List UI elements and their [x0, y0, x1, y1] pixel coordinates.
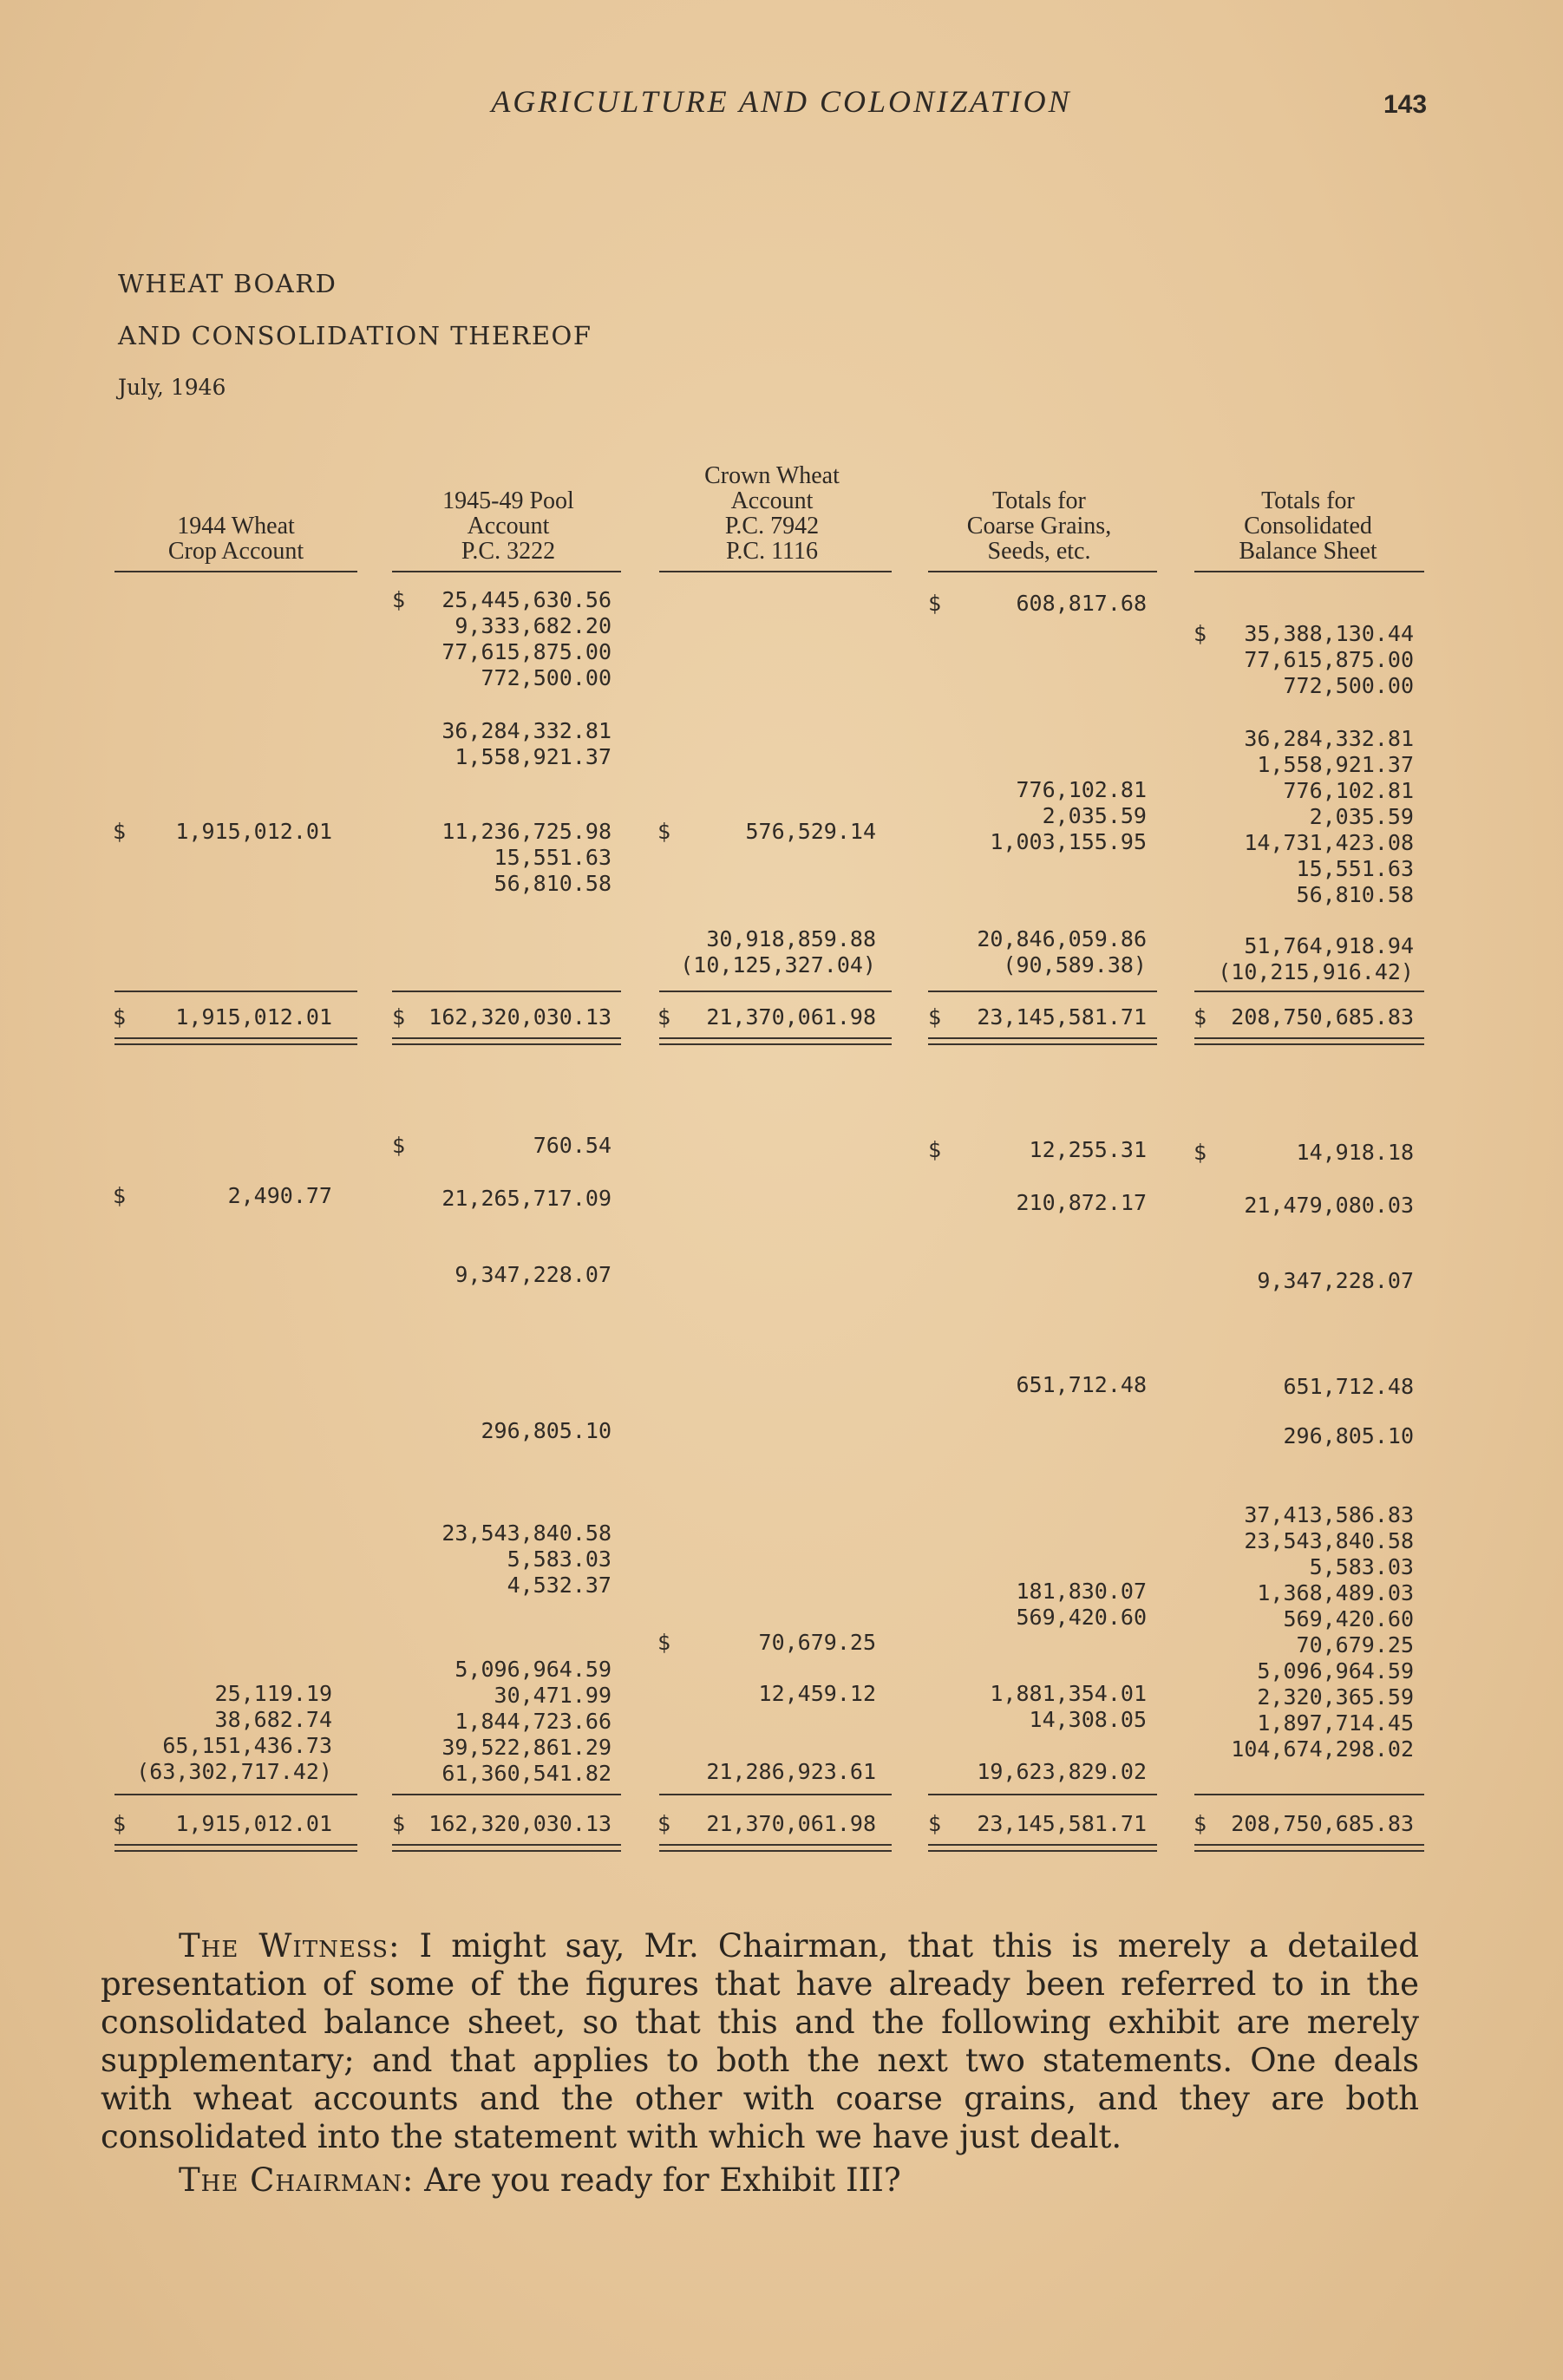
amount-cell: 4,532.37: [507, 1572, 611, 1598]
witness-speaker: The Witness:: [179, 1927, 401, 1965]
column-header: [909, 488, 1169, 564]
amount-cell: 37,413,586.83: [1244, 1502, 1414, 1527]
column-header-line: Account: [730, 487, 814, 514]
value-block: [1030, 1137, 1147, 1163]
value-block: [1283, 1374, 1414, 1400]
amount-cell: 1,844,723.66: [455, 1709, 611, 1734]
dollar-sign: $: [113, 819, 127, 844]
amount-cell: 36,284,332.81: [1244, 726, 1414, 751]
value-block: [706, 1759, 876, 1785]
amount-cell: 2,035.59: [1042, 803, 1147, 828]
total-double-rule: [114, 1844, 357, 1852]
value-block: [990, 1681, 1147, 1733]
value-block: [745, 819, 876, 845]
total-amount: 162,320,030.13: [428, 1004, 611, 1030]
amount-cell: 77,615,875.00: [441, 639, 611, 664]
value-block: [977, 1759, 1147, 1785]
amount-cell: 569,420.60: [1283, 1606, 1414, 1631]
amount-cell: 772,500.00: [481, 665, 611, 690]
column-header-line: P.C. 3222: [461, 538, 556, 565]
amount-cell: 51,764,918.94: [1244, 933, 1414, 958]
value-block: [441, 1186, 611, 1212]
amount-cell: 9,347,228.07: [1257, 1268, 1414, 1293]
amount-cell: 210,872.17: [1016, 1190, 1147, 1215]
total-amount: 208,750,685.83: [1231, 1811, 1414, 1836]
page-title: AGRICULTURE AND COLONIZATION: [491, 84, 1072, 119]
amount-cell: (10,125,327.04): [680, 952, 876, 978]
total-amount: 208,750,685.83: [1231, 1004, 1414, 1030]
amount-cell: 1,368,489.03: [1257, 1580, 1414, 1605]
total-double-rule: [928, 1037, 1157, 1045]
column-header-line: 1944 Wheat: [177, 513, 295, 539]
amount-cell: 296,805.10: [1283, 1423, 1414, 1448]
amount-cell: 70,679.25: [1296, 1632, 1414, 1658]
value-block: [136, 1681, 332, 1785]
value-block: [175, 819, 332, 845]
amount-cell: 1,558,921.37: [1257, 752, 1414, 777]
value-block: [1244, 726, 1414, 908]
column-header-line: P.C. 1116: [725, 538, 819, 565]
column-header-rule: [392, 571, 621, 572]
amount-cell: 21,479,080.03: [1244, 1193, 1414, 1218]
amount-cell: 776,102.81: [1016, 777, 1147, 802]
subtotal-rule: [114, 991, 357, 992]
amount-cell: 576,529.14: [745, 819, 876, 844]
amount-cell: (63,302,717.42): [136, 1759, 332, 1784]
amount-cell: 760.54: [533, 1133, 611, 1158]
chairman-paragraph: [101, 2161, 1419, 2200]
column-header-line: Coarse Grains,: [966, 513, 1112, 539]
amount-cell: 569,420.60: [1016, 1605, 1147, 1630]
amount-cell: 104,674,298.02: [1231, 1736, 1414, 1762]
amount-cell: 70,679.25: [758, 1630, 876, 1655]
amount-cell: 56,810.58: [1296, 882, 1414, 907]
amount-cell: 651,712.48: [1016, 1372, 1147, 1397]
dollar-sign: $: [928, 591, 942, 616]
value-block: [441, 1657, 611, 1787]
subtotal-rule: [1194, 991, 1424, 992]
dollar-sign: $: [1194, 1004, 1207, 1030]
value-block: [1244, 1193, 1414, 1219]
amount-cell: 5,096,964.59: [455, 1657, 611, 1682]
amount-cell: 12,459.12: [758, 1681, 876, 1706]
total-amount: 1,915,012.01: [175, 1004, 332, 1030]
section-date: July, 1946: [118, 375, 226, 400]
section-title: WHEAT BOARD: [118, 269, 337, 298]
amount-cell: 5,583.03: [1309, 1554, 1414, 1579]
column-header-rule: [928, 571, 1157, 572]
amount-cell: 30,471.99: [494, 1683, 611, 1708]
amount-cell: 296,805.10: [481, 1418, 611, 1443]
amount-cell: 25,119.19: [214, 1681, 332, 1706]
total-amount: 21,370,061.98: [706, 1004, 876, 1030]
witness-text: I might say, Mr. Chairman, that this is merely a detailed presentation of some of the figures that have already been referred to in the consolidated balance sheet, so that this and the following exhibit are merely supplementary; and that applies to both the next two statements. One deals with wheat accounts and the other with coarse grains, and they are both consolidated into the statement with which we have just dealt.: [101, 1927, 1419, 2155]
value-block: [1016, 1372, 1147, 1398]
column-header-rule: [1194, 571, 1424, 572]
amount-cell: 14,308.05: [1029, 1707, 1147, 1732]
value-block: [1016, 591, 1147, 617]
amount-cell: 776,102.81: [1283, 778, 1414, 803]
value-block: [441, 587, 611, 691]
value-block: [1257, 1268, 1414, 1294]
section-subtitle: AND CONSOLIDATION THEREOF: [118, 321, 592, 350]
column-header-rule: [114, 571, 357, 572]
amount-cell: 9,333,682.20: [455, 613, 611, 638]
total-double-rule: [659, 1037, 892, 1045]
total-double-rule: [392, 1037, 621, 1045]
amount-cell: 14,918.18: [1296, 1140, 1414, 1165]
amount-cell: 1,881,354.01: [990, 1681, 1147, 1706]
dollar-sign: $: [113, 1811, 127, 1836]
dollar-sign: $: [113, 1004, 127, 1030]
dollar-sign: $: [657, 1630, 671, 1655]
value-block: [990, 777, 1147, 855]
amount-cell: 15,551.63: [494, 845, 611, 870]
subtotal-rule: [659, 991, 892, 992]
total-double-rule: [114, 1037, 357, 1045]
amount-cell: 9,347,228.07: [455, 1262, 611, 1287]
column-header: [642, 463, 902, 564]
total-amount: 21,370,061.98: [706, 1811, 876, 1836]
value-block: [1283, 1423, 1414, 1449]
amount-cell: 2,490.77: [227, 1183, 332, 1208]
value-block: [441, 718, 611, 770]
total-double-rule: [928, 1844, 1157, 1852]
value-block: [441, 819, 611, 897]
dollar-sign: $: [113, 1183, 127, 1208]
value-block: [1244, 621, 1414, 699]
amount-cell: 12,255.31: [1029, 1137, 1147, 1162]
amount-cell: 2,035.59: [1309, 804, 1414, 829]
column-header-line: Account: [467, 513, 550, 539]
dialogue: [101, 1927, 1419, 2200]
amount-cell: 21,286,923.61: [706, 1759, 876, 1784]
value-block: [1016, 1190, 1147, 1216]
value-block: [1218, 933, 1414, 985]
amount-cell: 5,096,964.59: [1257, 1658, 1414, 1684]
column-header-line: Crop Account: [167, 538, 304, 565]
amount-cell: 65,151,436.73: [162, 1733, 332, 1758]
amount-cell: 20,846,059.86: [977, 926, 1147, 951]
amount-cell: 30,918,859.88: [706, 926, 876, 951]
subtotal-rule: [659, 1794, 892, 1795]
amount-cell: 19,623,829.02: [977, 1759, 1147, 1784]
amount-cell: 181,830.07: [1016, 1579, 1147, 1604]
amount-cell: 61,360,541.82: [441, 1761, 611, 1786]
amount-cell: 15,551.63: [1296, 856, 1414, 881]
amount-cell: 23,543,840.58: [441, 1520, 611, 1546]
amount-cell: 39,522,861.29: [441, 1735, 611, 1760]
total-double-rule: [1194, 1037, 1424, 1045]
dollar-sign: $: [1194, 621, 1207, 646]
column-header: [106, 513, 366, 564]
column-header-line: Crown Wheat: [704, 462, 840, 489]
dollar-sign: $: [1194, 1811, 1207, 1836]
amount-cell: 35,388,130.44: [1244, 621, 1414, 646]
amount-cell: 1,897,714.45: [1257, 1710, 1414, 1736]
chairman-speaker: The Chairman:: [179, 2161, 415, 2199]
dollar-sign: $: [1194, 1140, 1207, 1165]
column-header-rule: [659, 571, 892, 572]
amount-cell: 1,915,012.01: [175, 819, 332, 844]
dollar-sign: $: [392, 1004, 406, 1030]
amount-cell: 1,003,155.95: [990, 829, 1147, 854]
total-amount: 23,145,581.71: [977, 1004, 1147, 1030]
value-block: [1016, 1579, 1147, 1631]
amount-cell: 21,265,717.09: [441, 1186, 611, 1211]
dollar-sign: $: [657, 819, 671, 844]
column-header: [378, 488, 638, 564]
amount-cell: 56,810.58: [494, 871, 611, 896]
value-block: [759, 1630, 876, 1656]
witness-paragraph: [101, 1927, 1419, 2156]
amount-cell: 608,817.68: [1016, 591, 1147, 616]
page-number: 143: [1383, 90, 1428, 119]
amount-cell: 2,320,365.59: [1257, 1684, 1414, 1710]
dollar-sign: $: [928, 1811, 942, 1836]
dollar-sign: $: [657, 1811, 671, 1836]
amount-cell: 5,583.03: [507, 1546, 611, 1572]
subtotal-rule: [928, 1794, 1157, 1795]
dollar-sign: $: [392, 1133, 406, 1158]
dollar-sign: $: [657, 1004, 671, 1030]
chairman-text: Are you ready for Exhibit III?: [414, 2161, 901, 2199]
dollar-sign: $: [392, 587, 406, 612]
value-block: [533, 1133, 611, 1159]
total-amount: 162,320,030.13: [428, 1811, 611, 1836]
total-double-rule: [659, 1844, 892, 1852]
column-header-line: P.C. 7942: [724, 513, 820, 539]
amount-cell: 36,284,332.81: [441, 718, 611, 743]
total-amount: 1,915,012.01: [175, 1811, 332, 1836]
value-block: [759, 1681, 876, 1707]
subtotal-rule: [1194, 1794, 1424, 1795]
column-header: [1178, 488, 1438, 564]
value-block: [977, 926, 1147, 978]
amount-cell: 77,615,875.00: [1244, 647, 1414, 672]
subtotal-rule: [928, 991, 1157, 992]
value-block: [1231, 1502, 1414, 1762]
value-block: [680, 926, 876, 978]
subtotal-rule: [392, 1794, 621, 1795]
subtotal-rule: [392, 991, 621, 992]
total-double-rule: [1194, 1844, 1424, 1852]
amount-cell: 23,543,840.58: [1244, 1528, 1414, 1553]
column-header-line: Totals for: [992, 487, 1086, 514]
amount-cell: 1,558,921.37: [455, 744, 611, 769]
subtotal-rule: [114, 1794, 357, 1795]
column-header-line: Balance Sheet: [1239, 538, 1377, 565]
value-block: [441, 1520, 611, 1599]
dollar-sign: $: [392, 1811, 406, 1836]
amount-cell: 38,682.74: [214, 1707, 332, 1732]
total-double-rule: [392, 1844, 621, 1852]
amount-cell: 651,712.48: [1283, 1374, 1414, 1399]
amount-cell: 11,236,725.98: [441, 819, 611, 844]
column-header-line: Totals for: [1261, 487, 1355, 514]
value-block: [1297, 1140, 1414, 1166]
value-block: [481, 1418, 611, 1444]
value-block: [228, 1183, 332, 1209]
amount-cell: 25,445,630.56: [441, 587, 611, 612]
column-header-line: Consolidated: [1244, 513, 1372, 539]
column-header-line: Seeds, etc.: [987, 538, 1091, 565]
total-amount: 23,145,581.71: [977, 1811, 1147, 1836]
amount-cell: 772,500.00: [1283, 673, 1414, 698]
dollar-sign: $: [928, 1137, 942, 1162]
column-header-line: 1945-49 Pool: [442, 487, 574, 514]
dollar-sign: $: [928, 1004, 942, 1030]
amount-cell: (10,215,916.42): [1218, 959, 1414, 984]
amount-cell: (90,589.38): [1003, 952, 1147, 978]
value-block: [455, 1262, 611, 1288]
amount-cell: 14,731,423.08: [1244, 830, 1414, 855]
